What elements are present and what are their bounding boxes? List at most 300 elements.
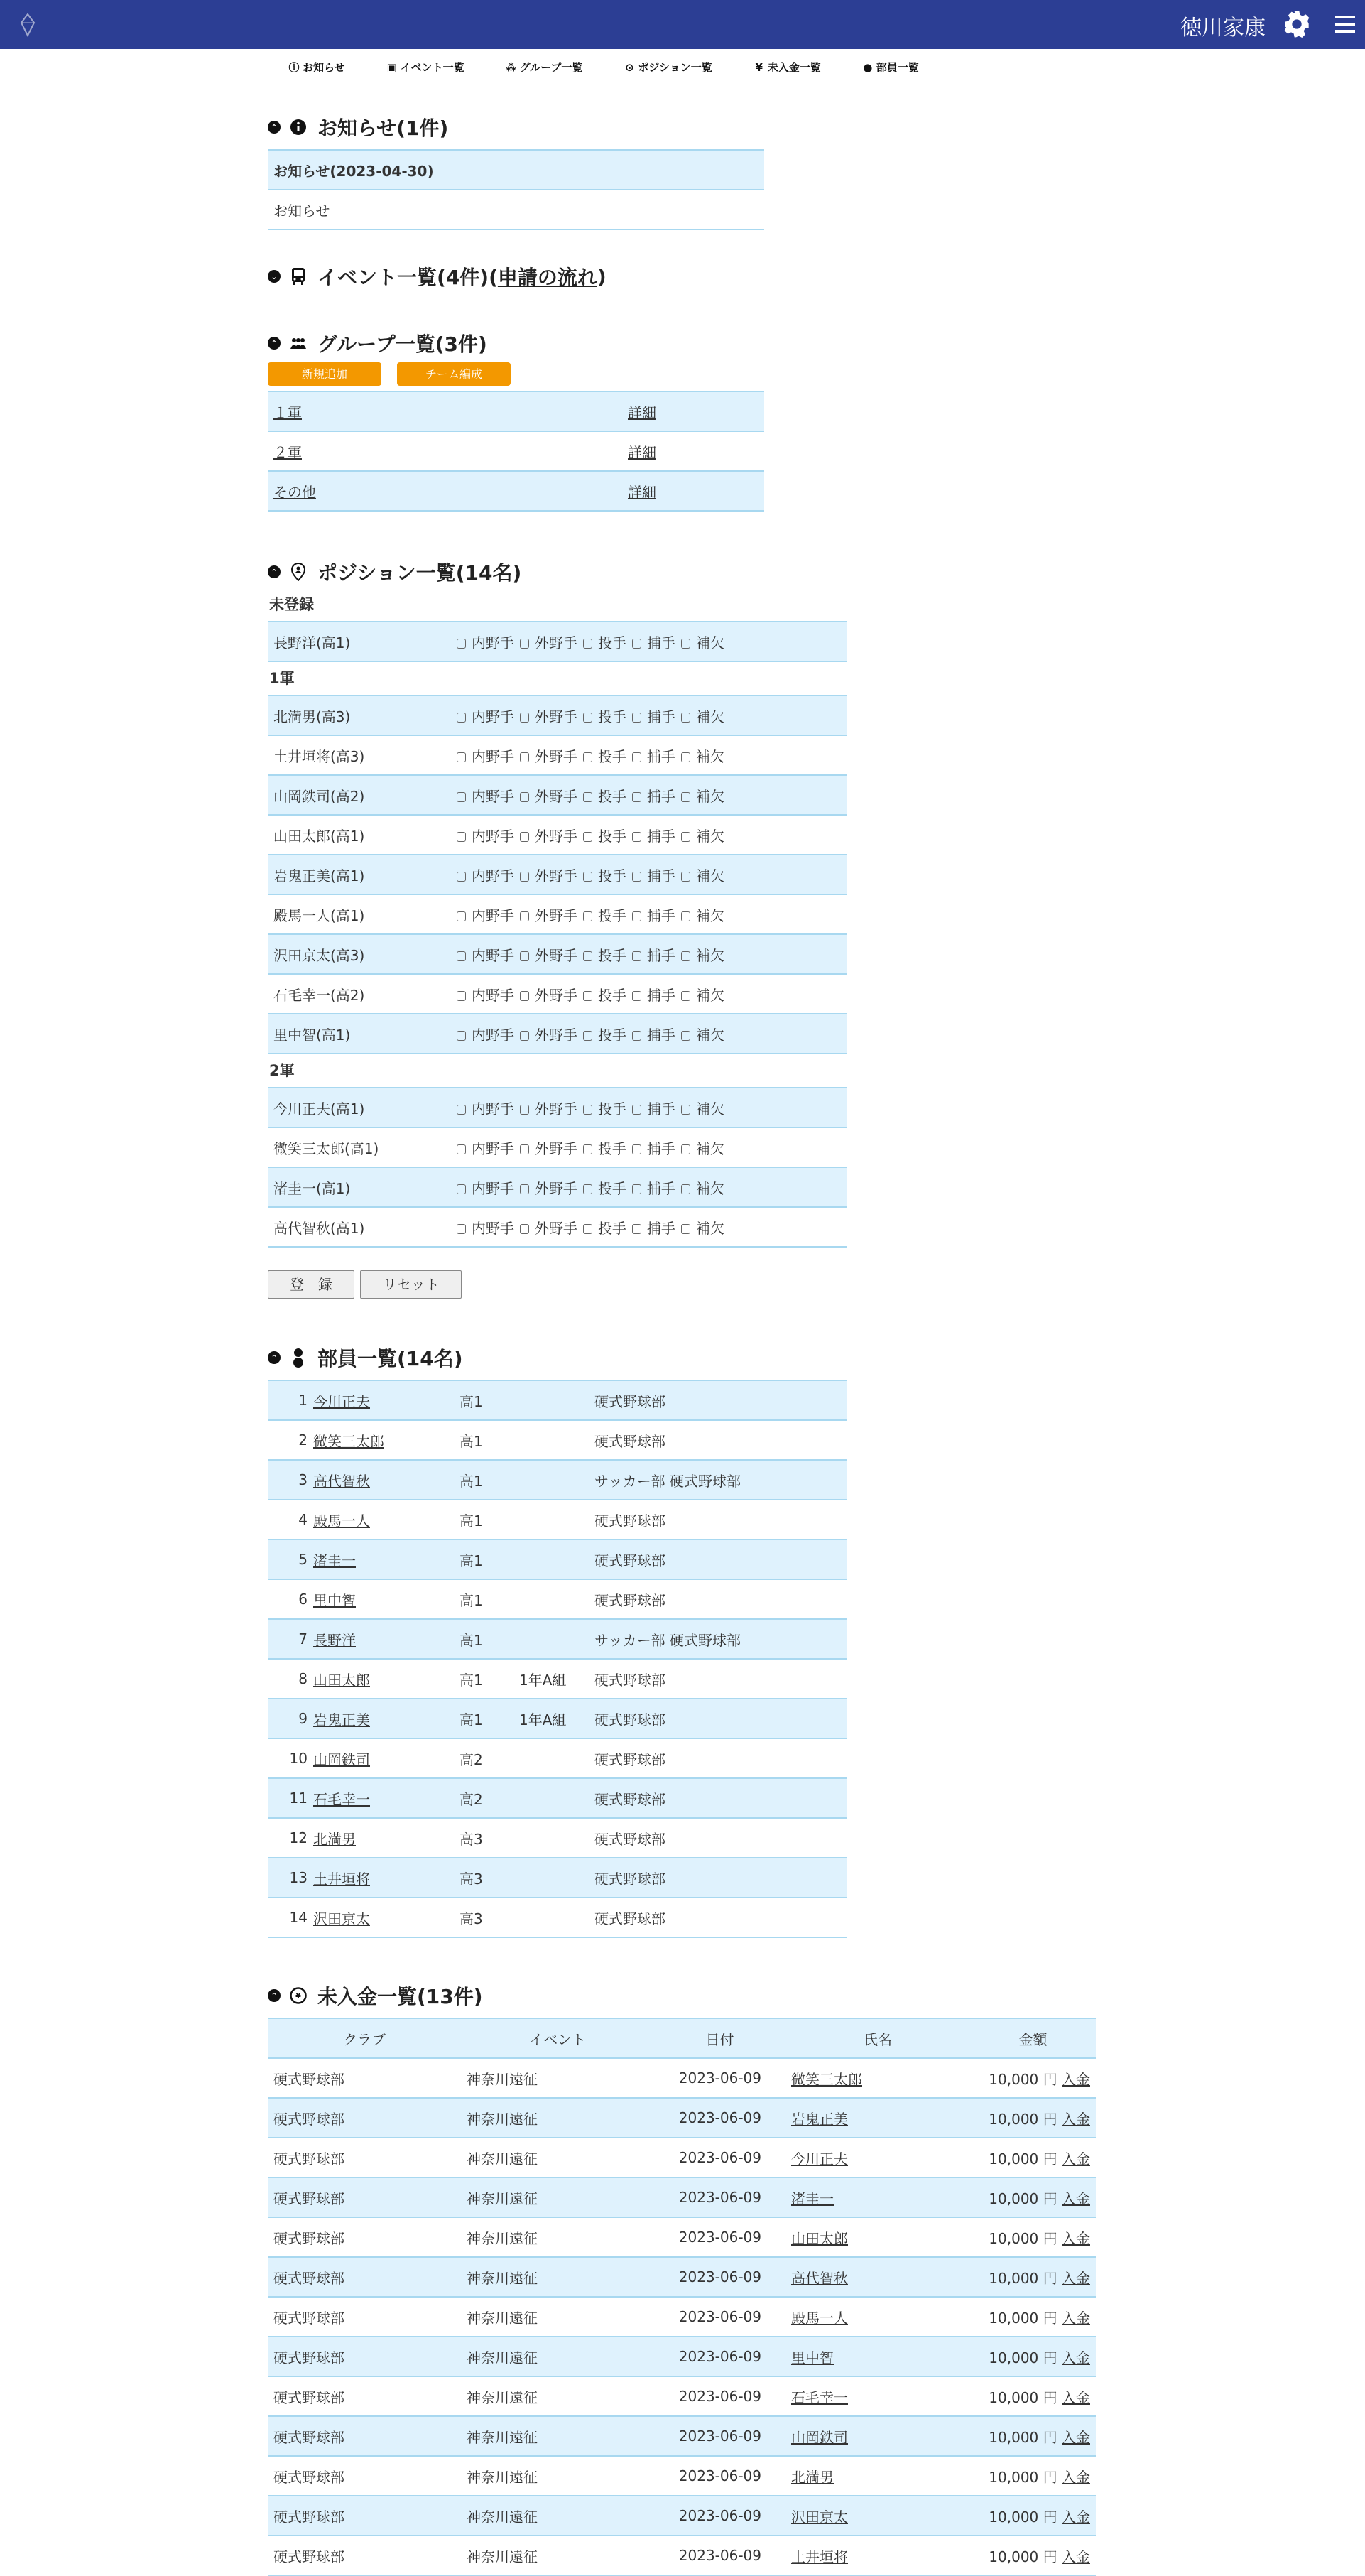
- position-checkbox[interactable]: [457, 1031, 466, 1041]
- amount-value: 10,000 円: [989, 2190, 1057, 2207]
- position-checkbox[interactable]: [457, 911, 466, 921]
- position-checkbox[interactable]: [583, 872, 592, 882]
- position-option-label[interactable]: 外野手: [535, 1026, 577, 1044]
- member-row: [268, 1778, 847, 1818]
- nav-item-label: 未入金一覧: [767, 61, 821, 74]
- unpaid-row: [268, 2496, 1096, 2536]
- position-checkbox[interactable]: [583, 1144, 592, 1154]
- unpaid-name-link[interactable]: 石毛幸一: [791, 2388, 848, 2406]
- position-row: [268, 1167, 847, 1207]
- position-option-label[interactable]: 内野手: [472, 747, 514, 765]
- position-actions: [268, 1270, 1096, 1299]
- member-name: 殿馬一人(高1): [268, 894, 451, 934]
- event-cell: 神奈川遠征: [461, 2257, 654, 2297]
- unpaid-name-link[interactable]: 沢田京太: [791, 2508, 848, 2526]
- member-name-link[interactable]: 北満男: [313, 1830, 356, 1848]
- chevron-up-icon[interactable]: ⌃: [268, 121, 281, 134]
- yen-icon: ¥: [755, 60, 763, 74]
- position-checkbox[interactable]: [632, 911, 641, 921]
- position-checkbox[interactable]: [457, 1184, 466, 1194]
- position-option-label[interactable]: 内野手: [472, 787, 514, 805]
- amount-value: 10,000 円: [989, 2229, 1057, 2247]
- position-option-label[interactable]: 内野手: [472, 1026, 514, 1044]
- position-option-label[interactable]: 内野手: [472, 986, 514, 1004]
- position-option-label[interactable]: 捕手: [647, 787, 675, 805]
- member-name-link[interactable]: 山田太郎: [313, 1671, 370, 1689]
- member-name-link[interactable]: 今川正夫: [313, 1392, 370, 1410]
- nav-item[interactable]: [288, 60, 345, 75]
- nav-item[interactable]: [754, 60, 821, 75]
- nav-item[interactable]: [386, 60, 464, 75]
- member-row: [268, 1699, 847, 1738]
- club-cell: 硬式野球部: [268, 2456, 461, 2496]
- position-checkbox[interactable]: [457, 1224, 466, 1234]
- position-option-label[interactable]: 投手: [598, 827, 626, 845]
- reset-button[interactable]: リセット: [360, 1270, 462, 1299]
- position-checkbox[interactable]: [681, 832, 690, 842]
- position-option-label[interactable]: 補欠: [696, 946, 724, 964]
- position-checkbox[interactable]: [681, 1144, 690, 1154]
- position-checkbox[interactable]: [681, 951, 690, 961]
- member-row: [268, 1659, 847, 1699]
- event-cell: 神奈川遠征: [461, 2376, 654, 2416]
- position-option-label[interactable]: 補欠: [696, 1100, 724, 1117]
- position-option-label[interactable]: 捕手: [647, 946, 675, 964]
- position-checkbox[interactable]: [520, 1144, 529, 1154]
- position-checkbox[interactable]: [520, 911, 529, 921]
- unpaid-name-link[interactable]: 山田太郎: [791, 2229, 848, 2247]
- position-checkbox[interactable]: [457, 1144, 466, 1154]
- event-cell: 神奈川遠征: [461, 2416, 654, 2456]
- position-checkbox[interactable]: [681, 752, 690, 762]
- position-checkbox[interactable]: [632, 1224, 641, 1234]
- pay-link[interactable]: 入金: [1062, 2388, 1090, 2406]
- position-option-label[interactable]: 捕手: [647, 827, 675, 845]
- position-checkbox[interactable]: [520, 1184, 529, 1194]
- column-header: クラブ: [268, 2018, 461, 2058]
- position-checkbox[interactable]: [583, 1224, 592, 1234]
- nav-item-label: グループ一覧: [519, 61, 583, 74]
- member-class: 1年A組: [513, 1699, 589, 1738]
- position-option-label[interactable]: 外野手: [535, 747, 577, 765]
- member-name-link[interactable]: 微笑三太郎: [313, 1432, 384, 1450]
- position-option-label[interactable]: 外野手: [535, 907, 577, 924]
- pay-link[interactable]: 入金: [1062, 2190, 1090, 2207]
- unpaid-name-link[interactable]: 岩鬼正美: [791, 2110, 848, 2128]
- position-checkbox[interactable]: [583, 752, 592, 762]
- position-option-label[interactable]: 捕手: [647, 1179, 675, 1197]
- position-option-label[interactable]: 捕手: [647, 634, 675, 651]
- position-option-label[interactable]: 補欠: [696, 1140, 724, 1157]
- position-checkbox[interactable]: [520, 832, 529, 842]
- position-checkbox[interactable]: [457, 951, 466, 961]
- group-link[interactable]: ２軍: [273, 443, 302, 461]
- unpaid-row: [268, 2456, 1096, 2496]
- position-checkbox[interactable]: [520, 991, 529, 1001]
- member-grade: 高1: [454, 1380, 513, 1420]
- position-option-label[interactable]: 補欠: [696, 747, 724, 765]
- position-row: [268, 775, 847, 815]
- position-option-label[interactable]: 補欠: [696, 1026, 724, 1044]
- pay-link[interactable]: 入金: [1062, 2508, 1090, 2526]
- event-cell: 神奈川遠征: [461, 2297, 654, 2337]
- club-cell: 硬式野球部: [268, 2098, 461, 2138]
- date-cell: 2023-06-09: [654, 2138, 785, 2177]
- member-club: 硬式野球部: [589, 1579, 847, 1619]
- notice-body: お知らせ: [268, 190, 764, 229]
- member-class: [513, 1778, 589, 1818]
- position-option-label[interactable]: 補欠: [696, 827, 724, 845]
- gear-icon[interactable]: [1283, 10, 1311, 38]
- member-club: 硬式野球部: [589, 1380, 847, 1420]
- club-cell: 硬式野球部: [268, 2337, 461, 2376]
- member-name: 土井垣将(高3): [268, 735, 451, 775]
- position-option-label[interactable]: 外野手: [535, 1100, 577, 1117]
- position-checkbox[interactable]: [520, 713, 529, 723]
- club-cell: 硬式野球部: [268, 2536, 461, 2575]
- member-club: サッカー部 硬式野球部: [589, 1460, 847, 1500]
- member-name-link[interactable]: 沢田京太: [313, 1910, 370, 1927]
- pay-link[interactable]: 入金: [1062, 2269, 1090, 2287]
- position-option-label[interactable]: 投手: [598, 787, 626, 805]
- amount-value: 10,000 円: [989, 2269, 1057, 2287]
- member-grade: 高3: [454, 1818, 513, 1858]
- position-option-label[interactable]: 投手: [598, 867, 626, 884]
- position-option-label[interactable]: 捕手: [647, 708, 675, 725]
- member-grade: 高1: [454, 1619, 513, 1659]
- position-checkbox[interactable]: [681, 1224, 690, 1234]
- position-option-label[interactable]: 外野手: [535, 867, 577, 884]
- position-option-label[interactable]: 補欠: [696, 708, 724, 725]
- team-formation-button[interactable]: チーム編成: [397, 362, 511, 386]
- position-checkbox[interactable]: [681, 1105, 690, 1115]
- chevron-up-icon[interactable]: ⌃: [268, 1989, 281, 2002]
- position-checkbox[interactable]: [681, 991, 690, 1001]
- position-option-label[interactable]: 内野手: [472, 1140, 514, 1157]
- chevron-up-icon[interactable]: ⌃: [268, 565, 281, 578]
- member-name: 山田太郎(高1): [268, 815, 451, 855]
- pay-link[interactable]: 入金: [1062, 2428, 1090, 2446]
- event-cell: 神奈川遠征: [461, 2337, 654, 2376]
- position-checkbox[interactable]: [632, 639, 641, 649]
- position-option-label[interactable]: 内野手: [472, 1179, 514, 1197]
- register-button[interactable]: 登 録: [268, 1270, 354, 1299]
- amount-value: 10,000 円: [989, 2428, 1057, 2446]
- pay-link[interactable]: 入金: [1062, 2110, 1090, 2128]
- position-option-label[interactable]: 外野手: [535, 1219, 577, 1237]
- unpaid-row: [268, 2098, 1096, 2138]
- pay-link[interactable]: 入金: [1062, 2349, 1090, 2366]
- position-checkbox[interactable]: [520, 951, 529, 961]
- position-option-label[interactable]: 外野手: [535, 1179, 577, 1197]
- position-checkbox[interactable]: [520, 1224, 529, 1234]
- position-checkbox[interactable]: [457, 639, 466, 649]
- position-row: [268, 1127, 847, 1167]
- member-row: [268, 1539, 847, 1579]
- nav-item[interactable]: [862, 60, 919, 75]
- position-option-label[interactable]: 投手: [598, 1179, 626, 1197]
- position-checkbox[interactable]: [632, 713, 641, 723]
- member-club: 硬式野球部: [589, 1539, 847, 1579]
- position-checkbox[interactable]: [583, 1105, 592, 1115]
- position-option-label[interactable]: 捕手: [647, 747, 675, 765]
- member-row: [268, 1460, 847, 1500]
- amount-value: 10,000 円: [989, 2388, 1057, 2406]
- application-flow-link[interactable]: 申請の流れ: [497, 266, 597, 289]
- date-cell: 2023-06-09: [654, 2257, 785, 2297]
- unpaid-name-link[interactable]: 里中智: [791, 2349, 834, 2366]
- position-checkbox[interactable]: [457, 1105, 466, 1115]
- member-number: 10: [268, 1738, 312, 1778]
- position-option-label[interactable]: 内野手: [472, 634, 514, 651]
- position-checkbox[interactable]: [457, 832, 466, 842]
- members-section: [268, 1344, 1096, 1938]
- date-cell: 2023-06-09: [654, 2217, 785, 2257]
- position-checkbox[interactable]: [681, 1031, 690, 1041]
- position-option-label[interactable]: 内野手: [472, 907, 514, 924]
- date-cell: 2023-06-09: [654, 2337, 785, 2376]
- position-option-label[interactable]: 捕手: [647, 867, 675, 884]
- position-checkbox[interactable]: [632, 832, 641, 842]
- event-cell: 神奈川遠征: [461, 2456, 654, 2496]
- member-class: [513, 1579, 589, 1619]
- member-name-link[interactable]: 山岡鉄司: [313, 1750, 370, 1768]
- group-link[interactable]: １軍: [273, 404, 302, 421]
- position-option-label[interactable]: 補欠: [696, 986, 724, 1004]
- position-checkbox[interactable]: [583, 951, 592, 961]
- position-option-label[interactable]: 外野手: [535, 787, 577, 805]
- position-checkbox[interactable]: [457, 991, 466, 1001]
- member-name-link[interactable]: 高代智秋: [313, 1472, 370, 1490]
- position-checkbox[interactable]: [681, 872, 690, 882]
- position-option-label[interactable]: 補欠: [696, 1179, 724, 1197]
- member-number: 1: [268, 1380, 312, 1420]
- events-heading: ⌄ イベント一覧(4件)( 申請の流れ ): [268, 263, 1096, 290]
- notice-title[interactable]: お知らせ(2023-04-30): [268, 150, 764, 190]
- member-row: [268, 1898, 847, 1937]
- position-option-label[interactable]: 投手: [598, 1100, 626, 1117]
- unpaid-name-link[interactable]: 北満男: [791, 2468, 834, 2486]
- position-checkbox[interactable]: [583, 911, 592, 921]
- position-checkbox[interactable]: [583, 991, 592, 1001]
- position-checkbox[interactable]: [457, 872, 466, 882]
- pay-link[interactable]: 入金: [1062, 2229, 1090, 2247]
- position-checkbox[interactable]: [632, 1184, 641, 1194]
- bus-icon: ▣: [386, 60, 397, 74]
- position-option-label[interactable]: 外野手: [535, 634, 577, 651]
- position-option-label[interactable]: 外野手: [535, 708, 577, 725]
- member-name: 岩鬼正美(高1): [268, 855, 451, 894]
- member-grade: 高1: [454, 1420, 513, 1460]
- chevron-up-icon[interactable]: ⌃: [268, 337, 281, 350]
- unpaid-name-link[interactable]: 殿馬一人: [791, 2309, 848, 2327]
- member-name-link[interactable]: 長野洋: [313, 1631, 356, 1649]
- group-actions: [268, 362, 1096, 391]
- position-checkbox[interactable]: [520, 1031, 529, 1041]
- position-option-label[interactable]: 補欠: [696, 867, 724, 884]
- position-option-label[interactable]: 投手: [598, 708, 626, 725]
- position-option-label[interactable]: 補欠: [696, 1219, 724, 1237]
- position-checkbox[interactable]: [583, 713, 592, 723]
- position-checkbox[interactable]: [457, 752, 466, 762]
- position-checkbox[interactable]: [583, 1031, 592, 1041]
- position-option-label[interactable]: 外野手: [535, 946, 577, 964]
- date-cell: 2023-06-09: [654, 2456, 785, 2496]
- position-checkbox[interactable]: [681, 792, 690, 802]
- position-checkbox[interactable]: [583, 832, 592, 842]
- position-checkbox[interactable]: [632, 792, 641, 802]
- position-option-label[interactable]: 捕手: [647, 1140, 675, 1157]
- date-cell: 2023-06-09: [654, 2058, 785, 2098]
- unpaid-name-link[interactable]: 山岡鉄司: [791, 2428, 848, 2446]
- position-option-label[interactable]: 投手: [598, 986, 626, 1004]
- member-number: 8: [268, 1659, 312, 1699]
- position-row: [268, 934, 847, 974]
- position-checkbox[interactable]: [632, 951, 641, 961]
- position-option-label[interactable]: 外野手: [535, 1140, 577, 1157]
- position-row: [268, 622, 847, 661]
- user-name[interactable]: 徳川家康: [1180, 16, 1266, 40]
- club-cell: 硬式野球部: [268, 2257, 461, 2297]
- chevron-down-icon[interactable]: ⌄: [268, 270, 281, 283]
- position-checkbox[interactable]: [583, 639, 592, 649]
- club-cell: 硬式野球部: [268, 2496, 461, 2536]
- position-checkbox[interactable]: [681, 713, 690, 723]
- position-checkbox[interactable]: [632, 991, 641, 1001]
- member-name-link[interactable]: 渚圭一: [313, 1552, 356, 1569]
- unpaid-name-link[interactable]: 今川正夫: [791, 2150, 848, 2168]
- member-club: 硬式野球部: [589, 1659, 847, 1699]
- position-checkbox[interactable]: [681, 1184, 690, 1194]
- unpaid-row: [268, 2058, 1096, 2098]
- position-option-label[interactable]: 捕手: [647, 907, 675, 924]
- member-row: [268, 1500, 847, 1539]
- position-row: [268, 1207, 847, 1247]
- amount-value: 10,000 円: [989, 2309, 1057, 2327]
- position-option-label[interactable]: 内野手: [472, 867, 514, 884]
- chevron-up-icon[interactable]: ⌃: [268, 1351, 281, 1364]
- group-detail-link[interactable]: 詳細: [628, 483, 656, 501]
- position-row: [268, 735, 847, 775]
- members-table: [268, 1380, 847, 1938]
- position-option-label[interactable]: 投手: [598, 747, 626, 765]
- member-grade: 高1: [454, 1699, 513, 1738]
- event-cell: 神奈川遠征: [461, 2138, 654, 2177]
- member-name-link[interactable]: 土井垣将: [313, 1870, 370, 1888]
- position-option-label[interactable]: 外野手: [535, 827, 577, 845]
- unpaid-name-link[interactable]: 微笑三太郎: [791, 2070, 862, 2088]
- member-grade: 高1: [454, 1579, 513, 1619]
- position-option-label[interactable]: 補欠: [696, 787, 724, 805]
- position-option-label[interactable]: 捕手: [647, 1026, 675, 1044]
- unpaid-name-link[interactable]: 高代智秋: [791, 2269, 848, 2287]
- nav-item[interactable]: [624, 60, 712, 75]
- position-checkbox[interactable]: [583, 792, 592, 802]
- club-cell: 硬式野球部: [268, 2416, 461, 2456]
- groups-heading: ⌃ グループ一覧(3件): [268, 330, 1096, 357]
- position-option-label[interactable]: 投手: [598, 634, 626, 651]
- position-option-label[interactable]: 投手: [598, 1026, 626, 1044]
- unpaid-name-link[interactable]: 土井垣将: [791, 2548, 848, 2565]
- position-checkbox[interactable]: [457, 792, 466, 802]
- members-heading: ⌃ 部員一覧(14名): [268, 1344, 1096, 1371]
- member-name: 渚圭一(高1): [268, 1167, 451, 1207]
- position-checkbox[interactable]: [520, 752, 529, 762]
- member-name: 微笑三太郎(高1): [268, 1127, 451, 1167]
- group-link[interactable]: その他: [273, 483, 316, 501]
- bus-icon: [289, 266, 308, 286]
- position-checkbox[interactable]: [681, 639, 690, 649]
- position-option-label[interactable]: 投手: [598, 907, 626, 924]
- position-checkbox[interactable]: [632, 1105, 641, 1115]
- hamburger-menu-icon[interactable]: [1335, 16, 1355, 33]
- group-detail-link[interactable]: 詳細: [628, 404, 656, 421]
- pay-link[interactable]: 入金: [1062, 2468, 1090, 2486]
- yen-icon: [289, 1986, 308, 2006]
- position-option-label[interactable]: 補欠: [696, 907, 724, 924]
- position-option-label[interactable]: 投手: [598, 1140, 626, 1157]
- position-checkbox[interactable]: [632, 752, 641, 762]
- position-checkbox[interactable]: [681, 911, 690, 921]
- position-option-label[interactable]: 内野手: [472, 946, 514, 964]
- pay-link[interactable]: 入金: [1062, 2150, 1090, 2168]
- member-name-link[interactable]: 岩鬼正美: [313, 1711, 370, 1728]
- nav-item[interactable]: [506, 60, 583, 75]
- position-option-label[interactable]: 投手: [598, 1219, 626, 1237]
- pay-link[interactable]: 入金: [1062, 2070, 1090, 2088]
- column-header: イベント: [461, 2018, 654, 2058]
- position-option-label[interactable]: 捕手: [647, 986, 675, 1004]
- position-checkbox[interactable]: [457, 713, 466, 723]
- position-checkbox[interactable]: [583, 1184, 592, 1194]
- unpaid-row: [268, 2376, 1096, 2416]
- position-checkbox[interactable]: [520, 639, 529, 649]
- position-option-label[interactable]: 内野手: [472, 708, 514, 725]
- pay-link[interactable]: 入金: [1062, 2548, 1090, 2565]
- group-detail-link[interactable]: 詳細: [628, 443, 656, 461]
- info-icon: ⓘ: [288, 61, 300, 74]
- position-checkbox[interactable]: [632, 872, 641, 882]
- unpaid-row: [268, 2297, 1096, 2337]
- member-name-link[interactable]: 石毛幸一: [313, 1790, 370, 1808]
- position-checkbox[interactable]: [520, 792, 529, 802]
- amount-value: 10,000 円: [989, 2468, 1057, 2486]
- member-name-link[interactable]: 殿馬一人: [313, 1512, 370, 1530]
- position-option-label[interactable]: 外野手: [535, 986, 577, 1004]
- position-row: [268, 974, 847, 1014]
- position-option-label[interactable]: 内野手: [472, 1219, 514, 1237]
- position-option-label[interactable]: 補欠: [696, 634, 724, 651]
- position-option-label[interactable]: 捕手: [647, 1219, 675, 1237]
- member-name-link[interactable]: 里中智: [313, 1591, 356, 1609]
- pay-link[interactable]: 入金: [1062, 2309, 1090, 2327]
- position-group-label: 2軍: [269, 1062, 295, 1079]
- position-option-label[interactable]: 投手: [598, 946, 626, 964]
- add-group-button[interactable]: 新規追加: [268, 362, 381, 386]
- position-option-label[interactable]: 捕手: [647, 1100, 675, 1117]
- group-row: [268, 391, 764, 431]
- unpaid-name-link[interactable]: 渚圭一: [791, 2190, 834, 2207]
- logo-icon[interactable]: [20, 13, 36, 37]
- unpaid-row: [268, 2337, 1096, 2376]
- position-checkbox[interactable]: [520, 1105, 529, 1115]
- position-option-label[interactable]: 内野手: [472, 1100, 514, 1117]
- position-checkbox[interactable]: [632, 1031, 641, 1041]
- position-checkbox[interactable]: [632, 1144, 641, 1154]
- position-option-label[interactable]: 内野手: [472, 827, 514, 845]
- position-checkbox[interactable]: [520, 872, 529, 882]
- member-grade: 高3: [454, 1898, 513, 1937]
